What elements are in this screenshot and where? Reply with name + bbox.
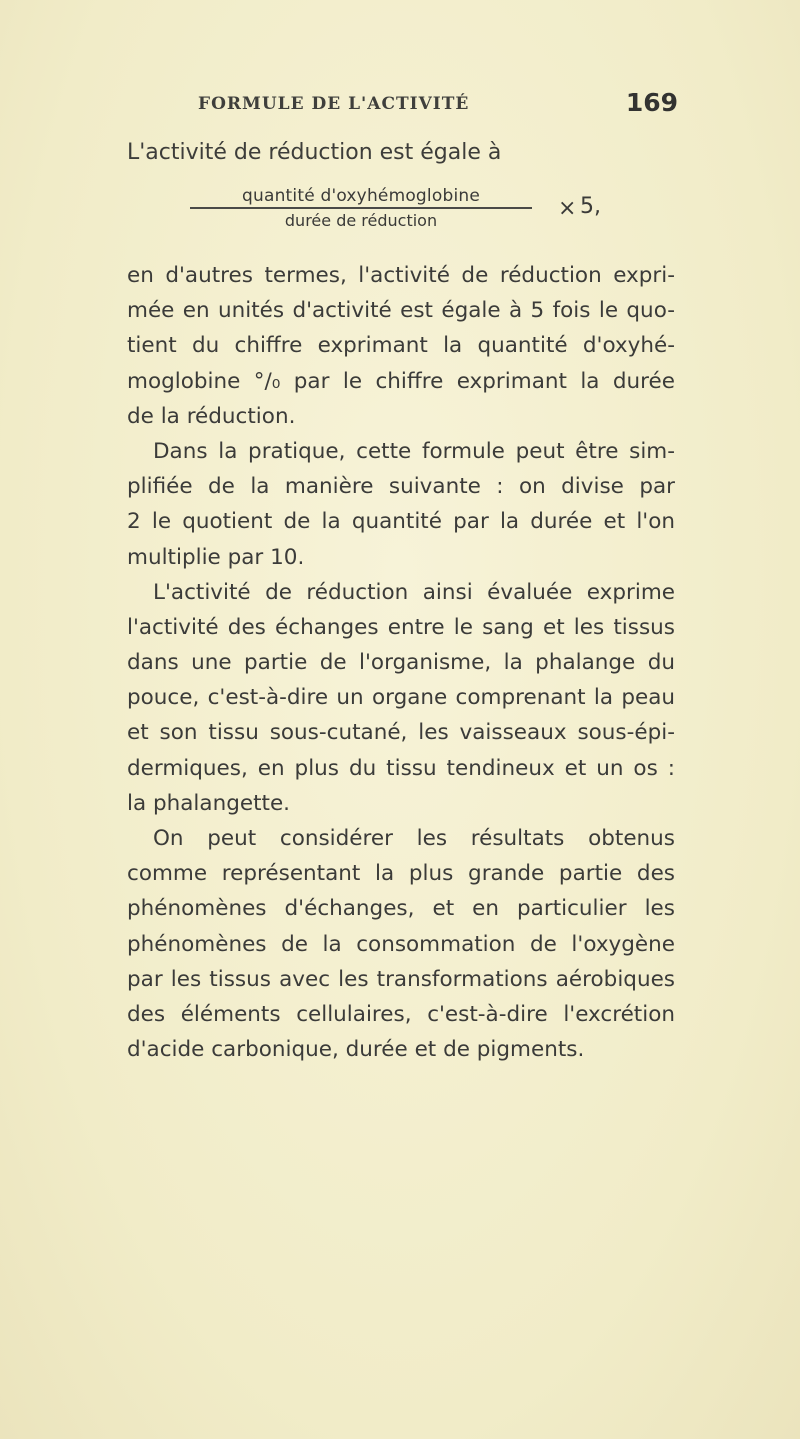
- page-number: 169: [625, 88, 678, 117]
- formula-fraction: [176, 186, 546, 230]
- text-line: en d'autres termes, l'activité de réduction expri-: [127, 263, 675, 288]
- text-line: moglobine °/₀ par le chiffre exprimant la durée: [127, 368, 675, 394]
- text-line: dans une partie de l'organisme, la phalange du: [127, 650, 675, 676]
- text-line: et son tissu sous-cutané, les vaisseaux sous-épi-: [127, 720, 675, 746]
- text-line: par les tissus avec les transformations aérobiques: [127, 966, 675, 992]
- text-line: Dans la pratique, cette formule peut être sim-: [153, 438, 675, 464]
- text-line: plifiée de la manière suivante : on divise par: [127, 474, 675, 500]
- activity-formula: [176, 186, 616, 246]
- text-line: pouce, c'est-à-dire un organe comprenant la peau: [127, 685, 675, 711]
- multiplication-sign: ×: [558, 196, 577, 221]
- text-line: dermiques, en plus du tissu tendineux et un os :: [127, 755, 675, 781]
- text-line: d'acide carbonique, durée et de pigments.: [127, 1037, 585, 1063]
- running-header: [198, 88, 678, 122]
- text-line: On peut considérer les résultats obtenus: [153, 826, 675, 851]
- intro-sentence: L'activité de réduction est égale à: [127, 140, 502, 165]
- text-line: l'activité des échanges entre le sang et les tissus: [127, 614, 675, 640]
- fraction-bar: [190, 207, 532, 209]
- formula-denominator: durée de réduction: [284, 210, 438, 230]
- text-line: L'activité de réduction ainsi évaluée exprime: [153, 579, 675, 605]
- text-line: mée en unités d'activité est égale à 5 fois le quo-: [127, 298, 675, 324]
- running-title: FORMULE DE L'ACTIVITÉ: [198, 94, 470, 114]
- text-line: de la réduction.: [127, 403, 296, 429]
- formula-numerator: quantité d'oxyhémoglobine: [242, 186, 480, 206]
- text-line: comme représentant la plus grande partie des: [127, 861, 675, 887]
- text-line: multiplie par 10.: [127, 544, 305, 570]
- text-line: des éléments cellulaires, c'est-à-dire l'excrétion: [127, 1001, 675, 1027]
- text-line: la phalangette.: [127, 790, 291, 816]
- text-line: phénomènes d'échanges, et en particulier les: [127, 896, 675, 922]
- body-text: [127, 258, 675, 1067]
- text-line: tient du chiffre exprimant la quantité d'oxyhé-: [127, 333, 675, 359]
- text-line: 2 le quotient de la quantité par la durée et l'on: [127, 509, 675, 535]
- text-line: phénomènes de la consommation de l'oxygène: [127, 931, 675, 957]
- formula-factor: 5,: [580, 194, 601, 219]
